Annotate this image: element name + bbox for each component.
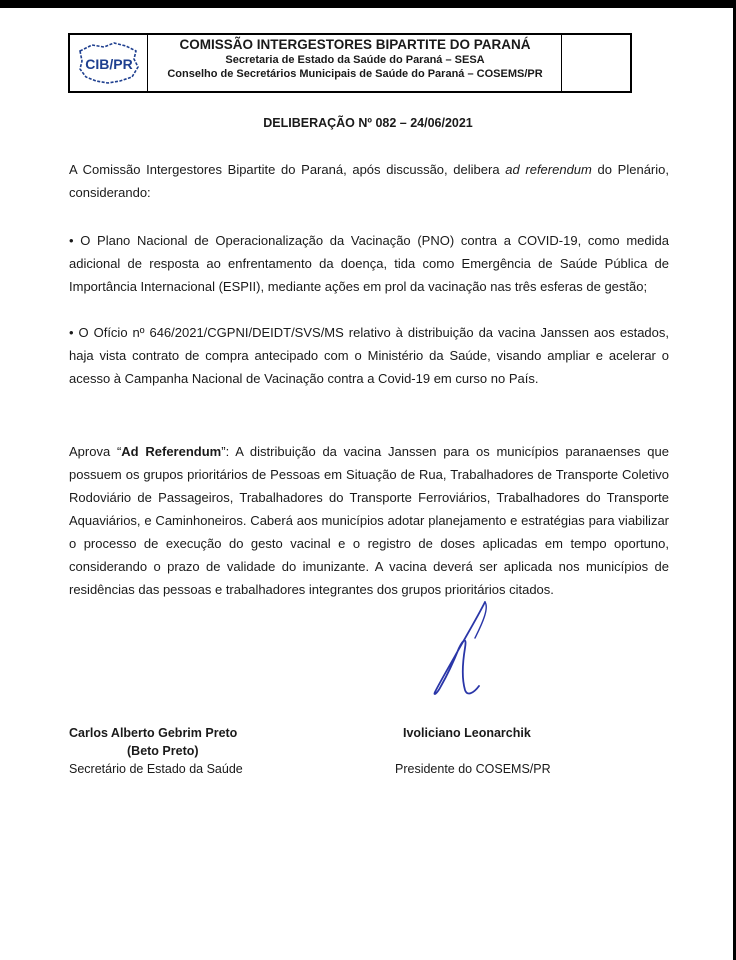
logo-cell [70,35,148,91]
approval-prefix: Aprova “ [69,444,122,459]
handwritten-signature [425,598,505,703]
bullet-pno: • O Plano Nacional de Operacionalização da Vacinação (PNO) contra a COVID-19, como medida adicional de resposta ao enfrentamento da doença, tida como Emergência de Saúde Pública de Importância Internacional (ESPII), mediante ações em prol da vacinação nas três esferas de gestão; [69,233,669,294]
logo-text: CIB/PR [85,56,133,72]
signatory-secretary [69,724,243,778]
top-edge-bar [0,0,736,8]
intro-italic: ad referendum [505,162,592,177]
approval-paragraph [69,440,669,601]
approval-bold: Ad Referendum [121,444,222,459]
approval-body: ”: A distribuição da vacina Janssen para os municípios paranaenses que possuem os grupos prioritários de Pessoas em Situação de Rua, Trabalhadores de Transporte Coletivo Rodoviário de Passageiros, Trabalhadores do Transporte Ferroviários, Trabalhadores do Transporte Aquaviários, e Caminhoneiros. Caberá aos municípios adotar planejamento e estratégias para viabilizar o processo de execução do gesto vacinal e o registro de doses aplicadas em tempo oportuno, considerando o prazo de validade do imunizante. A vacina deverá ser aplicada nos municípios de residências das pessoas e trabalhadores integrantes dos grupos prioritários citados. [69,444,669,597]
document-header [68,33,632,93]
header-right-cell [561,35,630,91]
signatory-secretary-nickname: (Beto Preto) [127,744,199,758]
signatory-president [395,724,551,778]
header-title: COMISSÃO INTERGESTORES BIPARTITE DO PARANÁ [179,37,531,52]
intro-text-end: do Plenário, considerando: [69,162,669,200]
signatory-president-role: Presidente do COSEMS/PR [395,762,551,776]
signatory-secretary-name: Carlos Alberto Gebrim Preto [69,726,238,740]
intro-paragraph [69,158,669,204]
cib-pr-logo [74,37,144,89]
bullet-oficio: • O Ofício nº 646/2021/CGPNI/DEIDT/SVS/MS relativo à distribuição da vacina Janssen aos estados, haja vista contrato de compra antecipado com o Ministério da Saúde, visando ampliar e acelerar o acesso à Campanha Nacional de Vacinação contra a Covid-19 em curso no País. [69,325,669,386]
header-text [148,37,562,81]
deliberation-title: DELIBERAÇÃO Nº 082 – 24/06/2021 [263,116,473,130]
signatory-president-name: Ivoliciano Leonarchik [403,726,531,740]
header-subtitle-sesa: Secretaria de Estado da Saúde do Paraná – SESA [225,54,485,66]
signatory-secretary-role: Secretário de Estado da Saúde [69,762,243,776]
intro-text-start: A Comissão Intergestores Bipartite do Paraná, após discussão, delibera [69,162,506,177]
header-subtitle-cosems: Conselho de Secretários Municipais de Saúde do Paraná – COSEMS/PR [167,68,543,80]
